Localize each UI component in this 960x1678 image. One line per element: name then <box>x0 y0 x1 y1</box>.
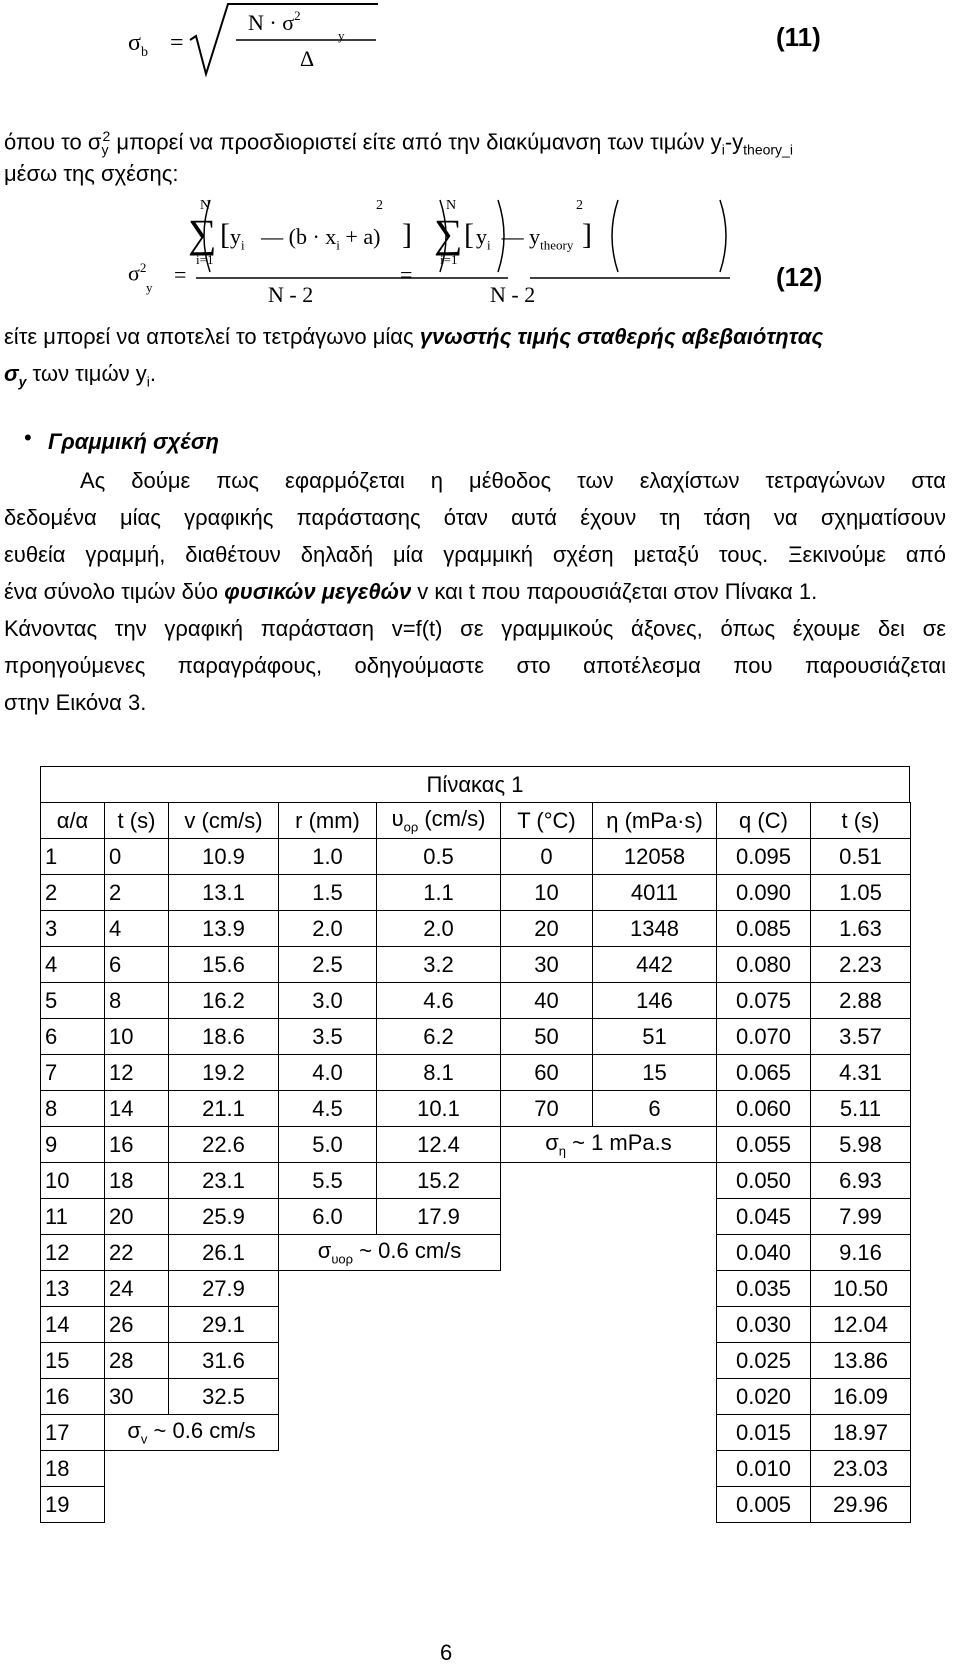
eq12-lhs: $\sigma^2$ <box>128 260 147 286</box>
table-cell: 1.0 <box>279 839 377 875</box>
table-cell: 0.060 <box>717 1091 811 1127</box>
table-cell <box>593 1199 717 1235</box>
table-cell: 3.2 <box>377 947 501 983</box>
table-cell: 12.04 <box>811 1307 911 1343</box>
para1-line1: όπου το $\sigma_y^2$ μπορεί να προσδιοριστεί είτε από την διακύμανση των τιμών $y_i-y_{theory\_i}$ <box>4 128 793 158</box>
table-cell: 26.1 <box>169 1235 279 1271</box>
table-cell: 50 <box>501 1019 593 1055</box>
table-cell: 1.5 <box>279 875 377 911</box>
eq12-lhs-sub: y <box>146 280 153 295</box>
table-cell <box>279 1487 377 1523</box>
table-cell <box>501 1271 593 1307</box>
table-cell: 6 <box>105 947 169 983</box>
eq12-close-bracket-1: ] <box>402 218 412 251</box>
table-cell <box>593 1163 717 1199</box>
table-cell <box>501 1163 593 1199</box>
table-cell: 13.1 <box>169 875 279 911</box>
table-cell: 0.020 <box>717 1379 811 1415</box>
table-cell <box>377 1451 501 1487</box>
linear-line-5: Κάνοντας την γραφική παράσταση v=f(t) σε γραμμικούς άξονες, όπως έχουμε δει σε <box>4 616 946 641</box>
table-cell: 11 <box>41 1199 105 1235</box>
table-cell: 20 <box>105 1199 169 1235</box>
table-cell: 13.9 <box>169 911 279 947</box>
table-row <box>41 1055 911 1091</box>
linear-line-7: στην Εικόνα 3. <box>4 690 147 715</box>
column-header: η (mPa·s) <box>593 803 717 839</box>
table-cell: 10 <box>501 875 593 911</box>
table-cell <box>593 1379 717 1415</box>
table-cell: 14 <box>105 1091 169 1127</box>
sigma-v-note: $\sigma_v$ ~ 0.6 cm/s <box>105 1415 279 1451</box>
para1-line2: μέσω της σχέσης: <box>4 161 179 186</box>
table-cell: 9 <box>41 1127 105 1163</box>
table-cell: 25.9 <box>169 1199 279 1235</box>
table-row <box>41 1487 911 1523</box>
table-cell: 146 <box>593 983 717 1019</box>
table-cell: 0.045 <box>717 1199 811 1235</box>
column-header: $\upsilon_{o\rho}$ (cm/s) <box>377 803 501 839</box>
table-row <box>41 911 911 947</box>
table-cell: 12 <box>105 1055 169 1091</box>
table-cell <box>593 1487 717 1523</box>
bullet-icon: • <box>24 425 32 450</box>
table-cell <box>501 1199 593 1235</box>
table-cell <box>593 1415 717 1451</box>
eq12-sum-top-1: N <box>200 198 211 213</box>
eq12-open-bracket-1: [ <box>220 218 230 251</box>
table-cell: 30 <box>501 947 593 983</box>
page-number: 6 <box>440 1640 453 1665</box>
table-cell: 8 <box>105 983 169 1019</box>
eq12-term2: $y_i$ — $y_{theory}$ <box>476 224 574 253</box>
linear-line-4: ένα σύνολο τιμών δύο φυσικών μεγεθών v και t που παρουσιάζεται στον Πίνακα 1. <box>4 579 818 604</box>
table-row <box>41 839 911 875</box>
table-cell: 4.5 <box>279 1091 377 1127</box>
table-cell <box>501 1451 593 1487</box>
table-cell: 10.9 <box>169 839 279 875</box>
table-cell: 0.5 <box>377 839 501 875</box>
table-cell: 0.070 <box>717 1019 811 1055</box>
table-cell: 6.93 <box>811 1163 911 1199</box>
table-cell: 20 <box>501 911 593 947</box>
table-cell: 3.5 <box>279 1019 377 1055</box>
table-cell: 8 <box>41 1091 105 1127</box>
eq11-num-sub: y <box>338 28 345 43</box>
table-cell: 0.030 <box>717 1307 811 1343</box>
table-cell: 0.005 <box>717 1487 811 1523</box>
table-cell <box>377 1343 501 1379</box>
table-cell: 30 <box>105 1379 169 1415</box>
table-cell: 16.2 <box>169 983 279 1019</box>
table-caption: Πίνακας 1 <box>40 766 910 803</box>
table-cell <box>593 1343 717 1379</box>
table-cell: 0.055 <box>717 1127 811 1163</box>
table-cell: 22 <box>105 1235 169 1271</box>
table-cell: 9.16 <box>811 1235 911 1271</box>
para2-line2: $\sigma_y$ των τιμών $y_i$. <box>4 361 156 390</box>
table-cell: 2.5 <box>279 947 377 983</box>
table-cell <box>501 1307 593 1343</box>
table-cell: 1.63 <box>811 911 911 947</box>
table-cell: 8.1 <box>377 1055 501 1091</box>
table-cell: 442 <box>593 947 717 983</box>
table-cell: 6.2 <box>377 1019 501 1055</box>
table-cell: 16 <box>105 1127 169 1163</box>
table-cell: 16.09 <box>811 1379 911 1415</box>
table-cell: 12 <box>41 1235 105 1271</box>
table-cell <box>377 1271 501 1307</box>
table-row <box>41 1091 911 1127</box>
table-cell <box>593 1271 717 1307</box>
table-cell: 13.86 <box>811 1343 911 1379</box>
table-cell <box>593 1235 717 1271</box>
table-cell <box>279 1271 377 1307</box>
sum-sign-2: ∑ <box>434 211 463 256</box>
section-heading: Γραμμική σχέση <box>48 429 219 454</box>
table-row <box>41 1127 911 1163</box>
table-cell: 0.085 <box>717 911 811 947</box>
eq12-sum-top-2: N <box>446 198 457 213</box>
table-row <box>41 983 911 1019</box>
sum-sign-1: ∑ <box>188 211 217 256</box>
table-cell: 0.025 <box>717 1343 811 1379</box>
eq11-lhs: $\sigma_b$ <box>128 30 148 60</box>
column-header: α/α <box>41 803 105 839</box>
eq11-denominator: Δ <box>300 46 315 71</box>
linear-line-2: δεδομένα μίας γραφικής παράστασης όταν αυτά έχουν τη τάση να σχηματίσουν <box>4 505 946 530</box>
table-cell: 28 <box>105 1343 169 1379</box>
eq12-close-bracket-2: ] <box>582 218 592 251</box>
table-cell: 29.96 <box>811 1487 911 1523</box>
table-row <box>41 1163 911 1199</box>
table-cell <box>501 1487 593 1523</box>
table-cell <box>377 1487 501 1523</box>
table-cell: 5.98 <box>811 1127 911 1163</box>
table-cell: 2 <box>105 875 169 911</box>
table-cell <box>105 1451 169 1487</box>
table-cell: 2 <box>41 875 105 911</box>
column-header: t (s) <box>811 803 911 839</box>
eq12-sum-bottom-1: i=1 <box>196 252 214 267</box>
table-cell: 5.0 <box>279 1127 377 1163</box>
eq12-equals-2: = <box>400 262 413 287</box>
table-cell: 2.23 <box>811 947 911 983</box>
table-cell: 18.6 <box>169 1019 279 1055</box>
table-cell: 4.6 <box>377 983 501 1019</box>
table-cell <box>377 1415 501 1451</box>
eq12-sum-bottom-2: i=1 <box>440 252 458 267</box>
table-cell: 7 <box>41 1055 105 1091</box>
table-cell: 3 <box>41 911 105 947</box>
data-table <box>40 802 911 1523</box>
table-row <box>41 1235 911 1271</box>
column-header: r (mm) <box>279 803 377 839</box>
linear-line-3: ευθεία γραμμή, διαθέτουν δηλαδή μία γραμμική σχέση μεταξύ τους. Ξεκινούμε από <box>4 542 946 567</box>
table-cell <box>279 1415 377 1451</box>
eq12-denominator-1: N - 2 <box>268 282 314 307</box>
linear-line-6: προηγούμενες παραγράφους, οδηγούμαστε στο αποτέλεσμα που παρουσιάζεται <box>4 653 946 678</box>
table-cell: 10.50 <box>811 1271 911 1307</box>
table-cell <box>279 1379 377 1415</box>
table-cell <box>279 1451 377 1487</box>
table-cell: 0.035 <box>717 1271 811 1307</box>
table-row <box>41 1199 911 1235</box>
table-cell <box>593 1451 717 1487</box>
table-cell <box>377 1379 501 1415</box>
table-cell: 0.050 <box>717 1163 811 1199</box>
eq11-numerator: $N \cdot \sigma^2$ <box>248 8 301 35</box>
table-cell <box>105 1487 169 1523</box>
table-cell: 10.1 <box>377 1091 501 1127</box>
table-cell: 12.4 <box>377 1127 501 1163</box>
table-cell: 2.88 <box>811 983 911 1019</box>
table-cell: 0.095 <box>717 839 811 875</box>
table-cell <box>501 1343 593 1379</box>
table-header-row <box>41 803 911 839</box>
table-cell: 0 <box>501 839 593 875</box>
table-cell: 40 <box>501 983 593 1019</box>
table-row <box>41 1307 911 1343</box>
equation-number-11: (11) <box>776 22 821 52</box>
table-cell: 5.5 <box>279 1163 377 1199</box>
table-cell <box>593 1307 717 1343</box>
sigma-eta-note: $\sigma_\eta$ ~ 1 mPa.s <box>501 1127 717 1163</box>
table-cell: 10 <box>41 1163 105 1199</box>
table-cell: 10 <box>105 1019 169 1055</box>
table-cell: 51 <box>593 1019 717 1055</box>
table-cell: 15 <box>593 1055 717 1091</box>
table-cell: 18 <box>105 1163 169 1199</box>
eq11-equals: = <box>170 30 184 56</box>
column-header: T (°C) <box>501 803 593 839</box>
table-cell: 60 <box>501 1055 593 1091</box>
table-cell: 0.080 <box>717 947 811 983</box>
table-cell: 2.0 <box>279 911 377 947</box>
table-cell: 31.6 <box>169 1343 279 1379</box>
table-row <box>41 1415 911 1451</box>
table-cell: 70 <box>501 1091 593 1127</box>
table-cell: 15.6 <box>169 947 279 983</box>
linear-line-1: Ας δούμε πως εφαρμόζεται η μέθοδος των ελαχίστων τετραγώνων στα <box>80 468 946 493</box>
table-cell <box>279 1307 377 1343</box>
table-cell <box>279 1343 377 1379</box>
table-row <box>41 1379 911 1415</box>
table-cell <box>501 1379 593 1415</box>
table-cell: 17 <box>41 1415 105 1451</box>
table-cell: 1348 <box>593 911 717 947</box>
table-cell: 4 <box>41 947 105 983</box>
sigma-upsilon-note: $\sigma_{\upsilon o\rho}$ ~ 0.6 cm/s <box>279 1235 501 1271</box>
table-cell: 19.2 <box>169 1055 279 1091</box>
table-cell: 6 <box>593 1091 717 1127</box>
eq12-equals-1: = <box>174 262 187 287</box>
table-row <box>41 1271 911 1307</box>
table-cell: 23.03 <box>811 1451 911 1487</box>
table-cell: 5 <box>41 983 105 1019</box>
table-cell <box>501 1415 593 1451</box>
table-cell: 1 <box>41 839 105 875</box>
table-cell: 0.010 <box>717 1451 811 1487</box>
table-cell: 0.075 <box>717 983 811 1019</box>
table-cell: 22.6 <box>169 1127 279 1163</box>
table-row <box>41 947 911 983</box>
table-cell: 23.1 <box>169 1163 279 1199</box>
table-row <box>41 875 911 911</box>
table-cell: 32.5 <box>169 1379 279 1415</box>
table-cell: 15 <box>41 1343 105 1379</box>
table-cell: 1.1 <box>377 875 501 911</box>
table-cell: 26 <box>105 1307 169 1343</box>
table-row <box>41 1343 911 1379</box>
table-cell: 0.065 <box>717 1055 811 1091</box>
table-row <box>41 1019 911 1055</box>
table-cell: 14 <box>41 1307 105 1343</box>
table-cell: 1.05 <box>811 875 911 911</box>
eq12-term1: $y_i$ — $(b \cdot x_i + a)$ <box>230 224 381 253</box>
table-cell: 0 <box>105 839 169 875</box>
eq12-denominator-2: N - 2 <box>490 282 536 307</box>
table-cell: 3.0 <box>279 983 377 1019</box>
para2-line1: είτε μπορεί να αποτελεί το τετράγωνο μίας γνωστής τιμής σταθερής αβεβαιότητας <box>4 324 824 349</box>
table-cell: 21.1 <box>169 1091 279 1127</box>
eq12-power-1: 2 <box>376 198 383 213</box>
table-cell: 5.11 <box>811 1091 911 1127</box>
equation-11 <box>128 0 428 80</box>
equation-12 <box>120 196 760 316</box>
table-cell: 12058 <box>593 839 717 875</box>
equation-number-12: (12) <box>776 262 823 292</box>
table-cell: 24 <box>105 1271 169 1307</box>
table-cell: 4.31 <box>811 1055 911 1091</box>
table-cell: 16 <box>41 1379 105 1415</box>
table-cell <box>377 1307 501 1343</box>
table-cell: 13 <box>41 1271 105 1307</box>
eq12-open-bracket-2: [ <box>464 218 474 251</box>
table-cell: 15.2 <box>377 1163 501 1199</box>
table-cell <box>169 1487 279 1523</box>
table-cell <box>169 1451 279 1487</box>
table-cell: 18.97 <box>811 1415 911 1451</box>
table-cell: 0.090 <box>717 875 811 911</box>
table-cell: 17.9 <box>377 1199 501 1235</box>
table-cell: 19 <box>41 1487 105 1523</box>
table-cell: 29.1 <box>169 1307 279 1343</box>
table-cell: 18 <box>41 1451 105 1487</box>
table-cell: 6 <box>41 1019 105 1055</box>
table-cell: 0.015 <box>717 1415 811 1451</box>
table-row <box>41 1451 911 1487</box>
column-header: t (s) <box>105 803 169 839</box>
table-cell: 4 <box>105 911 169 947</box>
table-cell: 2.0 <box>377 911 501 947</box>
table-cell: 27.9 <box>169 1271 279 1307</box>
column-header: v (cm/s) <box>169 803 279 839</box>
table-cell: 4.0 <box>279 1055 377 1091</box>
table-cell: 3.57 <box>811 1019 911 1055</box>
table-cell: 6.0 <box>279 1199 377 1235</box>
table-cell: 4011 <box>593 875 717 911</box>
table-cell <box>501 1235 593 1271</box>
table-cell: 7.99 <box>811 1199 911 1235</box>
table-cell: 0.51 <box>811 839 911 875</box>
eq12-power-2: 2 <box>576 198 583 213</box>
table-cell: 0.040 <box>717 1235 811 1271</box>
column-header: q (C) <box>717 803 811 839</box>
